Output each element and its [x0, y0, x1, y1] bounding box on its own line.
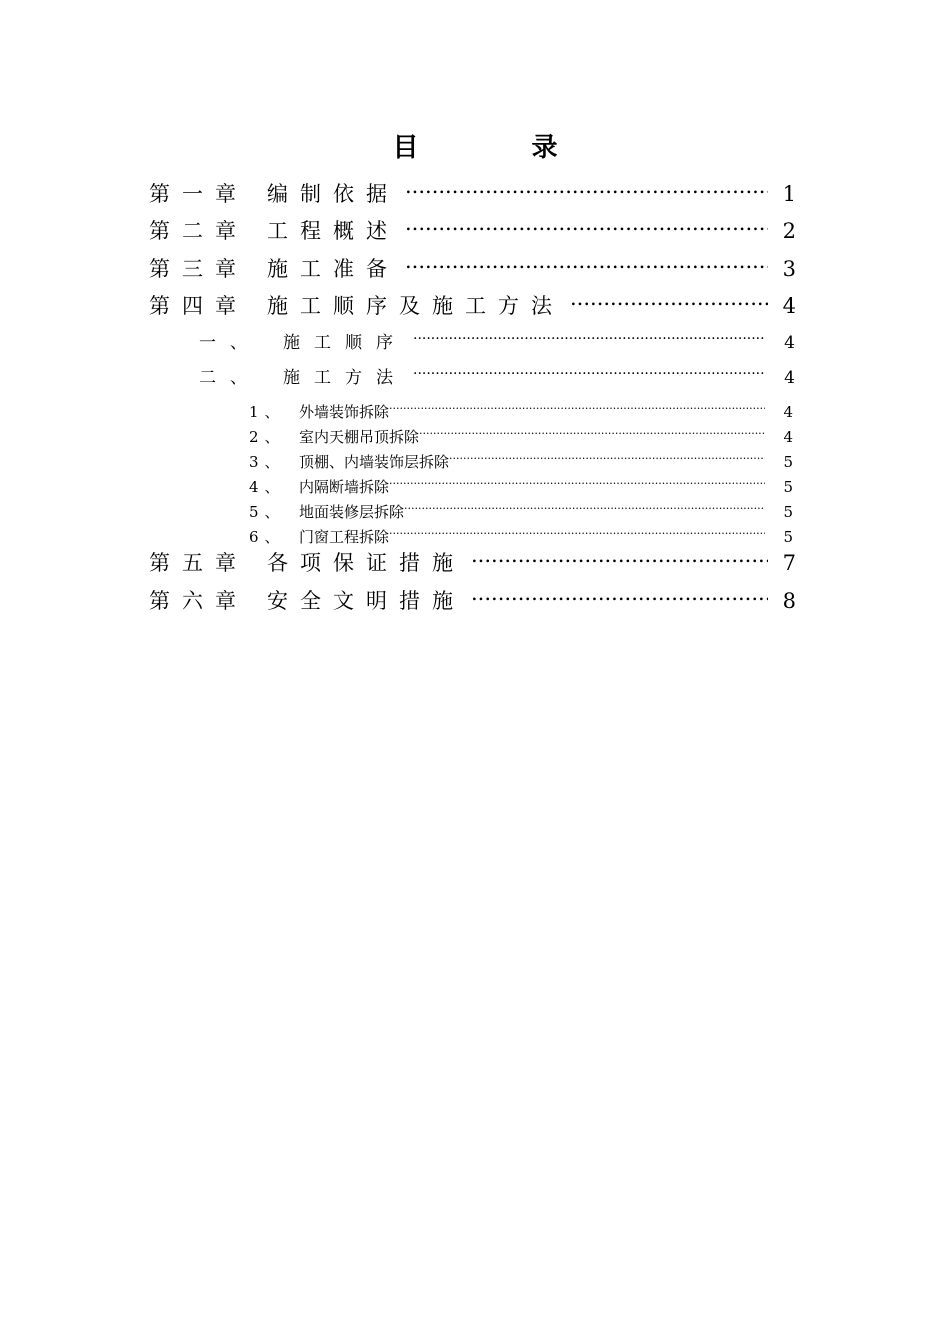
dot-leader [471, 540, 768, 570]
chapter-number: 第三章 [149, 257, 248, 281]
page-number: 5 [783, 503, 793, 521]
section-number: 一、 [199, 333, 261, 353]
item-title: 地面装修层拆除 [299, 503, 405, 521]
page-number: 5 [783, 453, 793, 471]
page-number: 4 [784, 368, 795, 388]
page-number: 5 [783, 528, 793, 546]
dot-leader [413, 322, 765, 348]
dot-leader [404, 495, 765, 517]
toc-entry-chapter-3[interactable] [0, 246, 950, 284]
page-number: 4 [782, 294, 796, 318]
item-number: 3、 [249, 453, 286, 471]
chapter-number: 第四章 [149, 294, 248, 318]
item-number: 4、 [249, 478, 286, 496]
item-title: 内隔断墙拆除 [299, 478, 390, 496]
toc-entry-section-1[interactable] [0, 322, 950, 356]
page-number: 1 [782, 182, 796, 206]
dot-leader [405, 171, 768, 201]
dot-leader [389, 520, 765, 542]
toc-entry-chapter-6[interactable] [0, 578, 950, 616]
dot-leader [389, 395, 765, 417]
chapter-title: 各项保证措施 [267, 551, 465, 575]
chapter-title: 施工准备 [267, 257, 399, 281]
section-title: 施工顺序 [283, 333, 407, 353]
toc-title: 目 录 [392, 133, 610, 163]
page-number: 5 [783, 478, 793, 496]
item-number: 2、 [249, 428, 286, 446]
page-number: 4 [783, 428, 793, 446]
page-number: 8 [782, 589, 796, 613]
toc-entry-item-3[interactable] [0, 445, 950, 473]
page-number: 3 [782, 257, 796, 281]
page-number: 4 [784, 333, 795, 353]
dot-leader [389, 470, 765, 492]
item-number: 5、 [249, 503, 286, 521]
toc-entry-item-4[interactable] [0, 470, 950, 498]
chapter-title: 编制依据 [267, 182, 399, 206]
page-number: 2 [782, 219, 796, 243]
toc-entry-chapter-1[interactable] [0, 171, 950, 209]
dot-leader [570, 283, 768, 313]
toc-entry-chapter-5[interactable] [0, 540, 950, 578]
dot-leader [449, 445, 765, 467]
chapter-number: 第二章 [149, 219, 248, 243]
chapter-title: 工程概述 [267, 219, 399, 243]
item-title: 室内天棚吊顶拆除 [299, 428, 420, 446]
item-title: 顶棚、内墙装饰层拆除 [299, 453, 450, 471]
chapter-title: 施工顺序及施工方法 [267, 294, 564, 318]
dot-leader [419, 420, 765, 442]
dot-leader [405, 246, 768, 276]
toc-entry-item-5[interactable] [0, 495, 950, 523]
chapter-number: 第五章 [149, 551, 248, 575]
dot-leader [405, 208, 768, 238]
dot-leader [471, 578, 768, 608]
toc-entry-section-2[interactable] [0, 357, 950, 391]
toc-entry-chapter-4[interactable] [0, 283, 950, 321]
chapter-title: 安全文明措施 [267, 589, 465, 613]
section-number: 二、 [199, 368, 261, 388]
page-number: 7 [782, 551, 796, 575]
item-title: 门窗工程拆除 [299, 528, 390, 546]
item-number: 1、 [249, 403, 286, 421]
toc-entry-chapter-2[interactable] [0, 208, 950, 246]
item-number: 6、 [249, 528, 286, 546]
section-title: 施工方法 [283, 368, 407, 388]
toc-entry-item-2[interactable] [0, 420, 950, 448]
chapter-number: 第一章 [149, 182, 248, 206]
item-title: 外墙装饰拆除 [299, 403, 390, 421]
toc-entry-item-1[interactable] [0, 395, 950, 423]
dot-leader [413, 357, 765, 383]
page-number: 4 [783, 403, 793, 421]
chapter-number: 第六章 [149, 589, 248, 613]
